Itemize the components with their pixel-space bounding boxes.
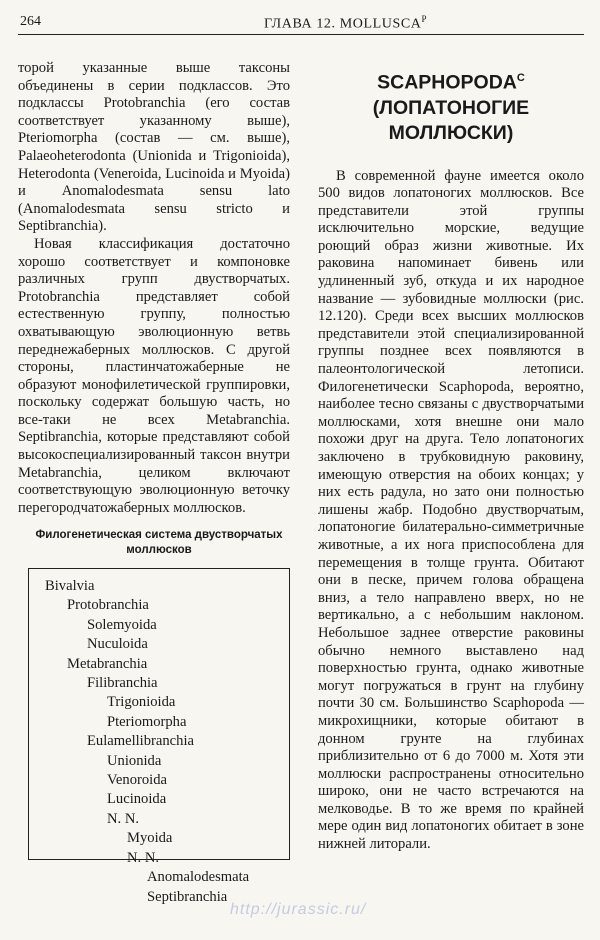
running-head	[264, 14, 427, 33]
tree-item: Solemyoida	[87, 616, 157, 633]
section-title-sup: C	[516, 72, 525, 84]
tree-item: Eulamellibranchia	[87, 733, 194, 750]
tree-item: Unionida	[107, 752, 162, 769]
page-number: 264	[20, 14, 41, 29]
section-title-line-2: (ЛОПАТОНОГИЕ	[372, 96, 530, 119]
tree-item: Bivalvia	[45, 578, 95, 594]
tree-item: Myoida	[127, 830, 173, 847]
tree-item: N. N.	[107, 810, 140, 827]
tree-item: Anomalodesmata	[147, 869, 250, 886]
section-title	[318, 66, 584, 146]
left-paragraph-2: Новая классификация достаточно хорошо соответствует и компоновке различных групп двустворчатых. Protobranchia представляет собой естественную группу, полностью охватывающую эволюционную ветвь переднежаберных моллюсков. С другой стороны, пластинчатожаберные не образуют монофилетической группировки, поскольку содержат большую часть, но все-таки не всех Metabranchia. Septibranchia, которые представляют собой высокоспециализированный таксон внутри Metabranchia, целиком включают соответствующую эволюционную веточку перегородчатожаберных моллюсков.	[18, 235, 290, 516]
tree-item: Septibranchia	[147, 888, 228, 905]
page-header	[18, 8, 584, 35]
section-title-line-3: МОЛЛЮСКИ)	[388, 121, 514, 144]
section-title-line-1: SCAPHOPODA	[377, 71, 517, 94]
tree-caption: Филогенетическая система двустворчатых моллюсков	[35, 529, 283, 556]
tree-item: Filibranchia	[87, 675, 158, 692]
running-head-text: ГЛАВА 12. MOLLUSCA	[264, 16, 422, 32]
classification-tree	[28, 568, 290, 905]
tree-item: Protobranchia	[67, 597, 149, 614]
tree-item: Lucinoida	[107, 791, 167, 808]
tree-item: Pteriomorpha	[107, 713, 187, 730]
left-column	[18, 60, 290, 517]
left-paragraph-1: торой указанные выше таксоны объединены в серии подклассов. Это подклассы Protobranchia (его состав соответствует указанному выше), Pteriomorpha (состав — см. выше), Palaeoheterodonta (Unionida и Trigonioida), Heterodonta (Veneroida, Lucinoida и Myoida) и Anomalodesmata sensu lato (Anomalodesmata sensu stricto и Septibranchia).	[18, 60, 290, 235]
tree-item: Metabranchia	[67, 655, 148, 672]
tree-item: Nuculoida	[87, 636, 148, 653]
running-head-sup: P	[421, 14, 428, 24]
right-paragraph-1: В современной фауне имеется около 500 видов лопатоногих моллюсков. Все представители этой группы исключительно морские, ведущие роющий образ жизни животные. Их раковина напоминает бивень или удлиненный зуб, откуда и их народное название — зубовидные моллюски (рис. 12.120). Среди всех высших моллюсков представители этой специализированной группы позднее всех появляются в палеонтологической летописи. Филогенетически Scaphopoda, вероятно, наиболее тесно связаны с двустворчатыми моллюсками, хотя внешне они мало похожи друг на друга. Тело лопатоногих заключено в трубковидную раковину, имеющую отверстия на обоих концах; у них есть радула, но зато они полностью лишены жабр. Подобно двустворчатым, лопатоногие билатерально-симметричные животные, а их нога приспособлена для перемещения в толще грунта. Обитают они в песке, причем голова обращена вниз, а тело направлено вверх, но не вертикально, а с небольшим наклоном. Небольшое заднее отверстие раковины обычно немного выставлено над поверхностью грунта, однако животные могут погружаться в грунт на глубину почти 30 см. Большинство Scaphopoda — микрохищники, которые обитают в донном грунте на глубинах приблизительно от 6 до 7000 м. Хотя эти моллюски распространены относительно широко, они не часто встречаются на мелководье. В то же время по крайней мере один вид лопатоногих обитает в зоне нижней литорали.	[318, 167, 584, 853]
tree-item: Venoroida	[107, 772, 167, 789]
tree-item: N. N.	[127, 849, 160, 866]
right-column	[318, 60, 584, 854]
tree-item: Trigonioida	[107, 694, 176, 711]
watermark: http://jurassic.ru/	[230, 901, 367, 918]
